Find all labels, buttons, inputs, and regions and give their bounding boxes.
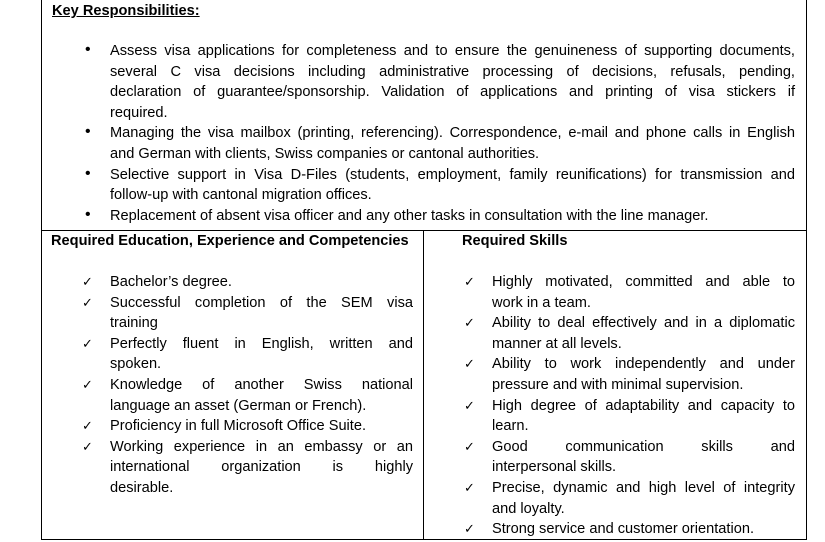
list-item-line: Highly motivated, committed and able to: [492, 274, 795, 290]
checkmark-icon: ✓: [464, 315, 475, 331]
list-item-line: Assess visa applications for completeness and to ensure the genuineness of supporting documents,: [110, 43, 795, 59]
list-item-line: international organization is highly: [110, 459, 413, 476]
checkmark-icon: ✓: [464, 356, 475, 372]
list-item-line: and loyalty.: [492, 500, 565, 517]
list-item-line: Managing the visa mailbox (printing, referencing). Correspondence, e-mail and phone calls in English: [110, 125, 795, 142]
list-item-line: learn.: [492, 418, 529, 435]
list-item-line: Strong service and customer orientation.: [492, 521, 755, 538]
list-item-line: Knowledge of another Swiss national: [110, 377, 413, 393]
list-item-line: Successful completion of the SEM visa: [110, 294, 413, 311]
list-item-line: training: [110, 315, 158, 332]
list-item-line: follow-up with cantonal migration offices.: [110, 187, 372, 204]
list-item-line: Replacement of absent visa officer and any other tasks in consultation with the line manager.: [110, 207, 709, 224]
list-item-line: desirable.: [110, 480, 174, 496]
key-responsibilities-heading: Key Responsibilities:: [52, 3, 200, 19]
checkmark-icon: ✓: [82, 335, 93, 351]
list-item-line: several C visa decisions including administrative processing of decisions, refusals, pending,: [110, 63, 795, 80]
checkmark-icon: ✓: [464, 274, 475, 289]
checkmark-icon: ✓: [82, 294, 93, 310]
checkmark-icon: ✓: [82, 418, 93, 434]
list-item-line: Selective support in Visa D-Files (students, employment, family reunifications) for transmission and: [110, 166, 795, 183]
list-item-line: language an asset (German or French).: [110, 397, 367, 414]
checkmark-icon: ✓: [464, 438, 475, 454]
checkmark-icon: ✓: [82, 377, 93, 392]
checkmark-icon: ✓: [464, 480, 475, 495]
list-item-line: Precise, dynamic and high level of integrity: [492, 480, 795, 496]
checkmark-icon: ✓: [464, 521, 475, 537]
skills-heading: Required Skills: [462, 233, 568, 249]
list-item-line: and German with clients, Swiss companies or cantonal authorities.: [110, 146, 540, 162]
list-item-line: Ability to deal effectively and in a diplomatic: [492, 315, 795, 332]
list-item-line: Proficiency in full Microsoft Office Suite.: [110, 418, 367, 435]
list-item-line: pressure and with minimal supervision.: [492, 377, 744, 393]
list-item-line: required.: [110, 104, 168, 121]
bullet-icon: •: [85, 123, 91, 141]
list-item-line: Ability to work independently and under: [492, 356, 795, 373]
list-item-line: Good communication skills and: [492, 438, 795, 455]
bullet-icon: •: [85, 164, 91, 182]
list-item-line: spoken.: [110, 356, 162, 373]
bullet-icon: •: [85, 41, 91, 58]
column-divider: [423, 230, 424, 539]
list-item-line: Perfectly fluent in English, written and: [110, 335, 413, 352]
bullet-icon: •: [85, 205, 91, 223]
list-item-line: interpersonal skills.: [492, 459, 617, 476]
checkmark-icon: ✓: [82, 438, 93, 454]
education-heading: Required Education, Experience and Competencies: [51, 233, 409, 249]
list-item-line: declaration of guarantee/sponsorship. Validation of applications and printing of visa stickers if: [110, 84, 795, 101]
checkmark-icon: ✓: [464, 397, 475, 413]
list-item-line: Working experience in an embassy or an: [110, 438, 413, 455]
list-item-line: manner at all levels.: [492, 335, 622, 352]
list-item-line: High degree of adaptability and capacity to: [492, 397, 795, 414]
list-item-line: work in a team.: [492, 294, 591, 311]
list-item-line: Bachelor’s degree.: [110, 274, 232, 290]
checkmark-icon: ✓: [82, 274, 93, 289]
